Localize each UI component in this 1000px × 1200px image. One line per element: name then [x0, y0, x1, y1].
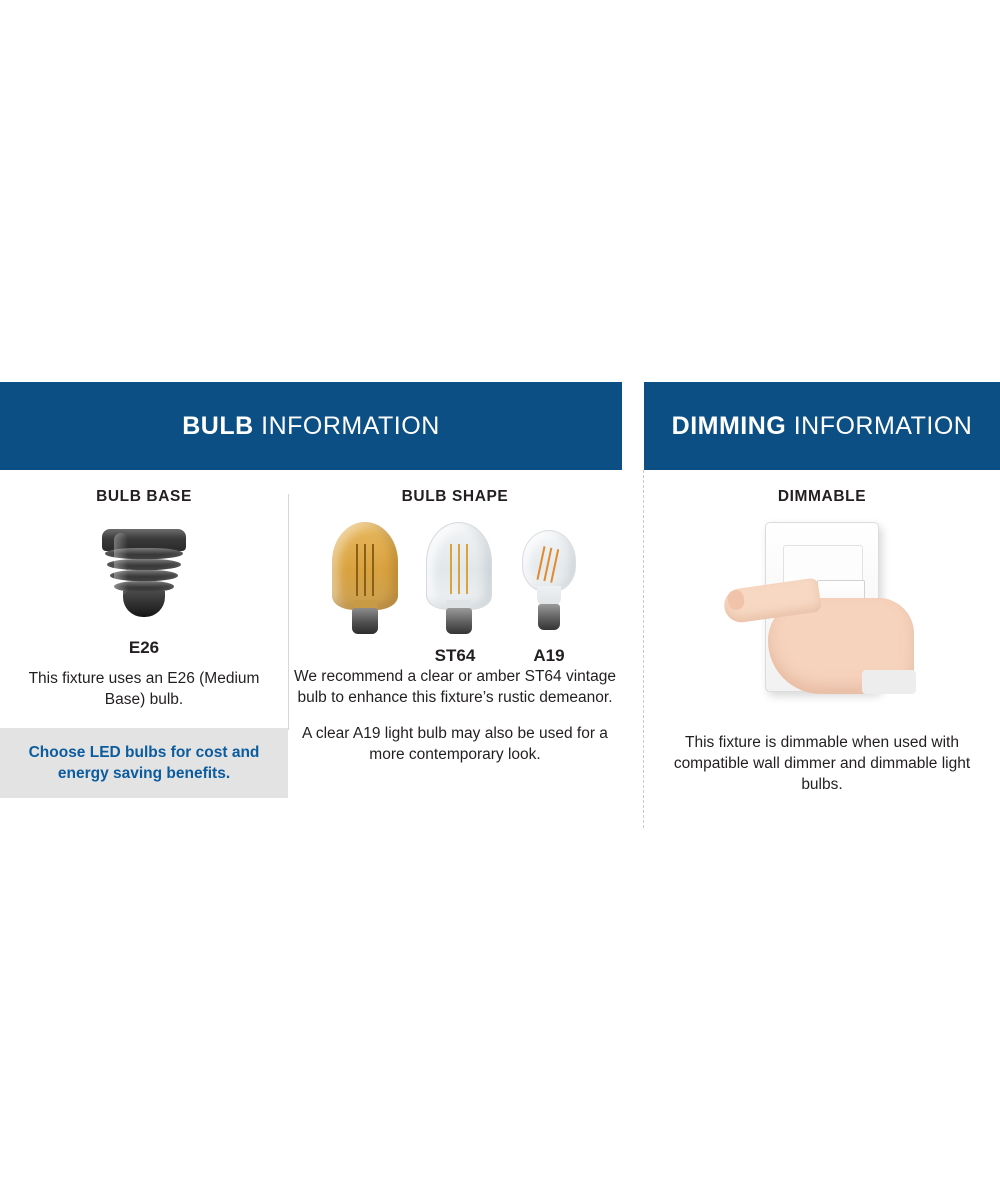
bulb-filament	[356, 544, 358, 596]
bulb-shape-label-st64: ST64	[434, 646, 476, 665]
st64-amber-bulb-icon	[332, 522, 398, 634]
e26-socket-image	[0, 522, 288, 628]
bulb-information-banner	[0, 382, 622, 470]
bulb-base-metal	[352, 608, 378, 634]
bulb-information-body	[0, 470, 622, 798]
bulb-shape-labels	[289, 634, 621, 666]
bulb-base-metal	[538, 604, 560, 630]
socket-tip	[123, 591, 165, 617]
panels-row	[0, 382, 1000, 828]
e26-socket-icon	[96, 529, 192, 621]
bulb-shape-paragraph-1: We recommend a clear or amber ST64 vintage bulb to enhance this fixture’s rustic demeanor.	[294, 668, 616, 706]
bulb-shape-images	[289, 522, 621, 634]
bulb-shape-label-0	[328, 646, 394, 666]
bulb-shape-paragraph-2: A clear A19 light bulb may also be used for a more contemporary look.	[302, 725, 608, 763]
dimming-information-body	[643, 470, 1000, 828]
dimming-information-panel	[644, 382, 1000, 828]
bulb-base-heading: BULB BASE	[96, 488, 192, 505]
bulb-information-panel	[0, 382, 622, 798]
bulb-base-section	[0, 488, 288, 798]
bulb-information-title-rest: INFORMATION	[253, 411, 440, 440]
bulb-base-description: This fixture uses an E26 (Medium Base) bulb.	[28, 670, 260, 708]
bulb-base-label: E26	[128, 638, 160, 657]
dimmable-description: This fixture is dimmable when used with compatible wall dimmer and dimmable light bulbs.	[673, 734, 971, 793]
bulb-information-title	[182, 412, 440, 441]
st64-clear-bulb-icon	[426, 522, 492, 634]
dimming-information-title-strong: DIMMING	[671, 411, 787, 440]
bulb-base-metal	[446, 608, 472, 634]
bulb-glass	[522, 530, 576, 592]
led-tip-box: Choose LED bulbs for cost and energy saving benefits.	[0, 728, 288, 798]
hand-sleeve-cuff	[862, 670, 916, 694]
hand-icon	[740, 562, 910, 712]
bulb-glass	[426, 522, 492, 610]
bulb-glass	[332, 522, 398, 610]
bulb-shape-heading: BULB SHAPE	[401, 488, 509, 505]
bulb-shape-label-a19: A19	[533, 646, 565, 665]
bulb-information-title-strong: BULB	[182, 411, 254, 440]
bulb-neck	[537, 586, 561, 606]
bulb-filament	[450, 544, 452, 594]
wall-dimmer-switch-with-hand-icon	[644, 522, 1000, 732]
dimming-information-title-rest: INFORMATION	[786, 411, 973, 440]
dimming-information-title	[672, 412, 973, 441]
dimming-information-banner	[644, 382, 1000, 470]
spec-sheet	[0, 382, 1000, 828]
a19-clear-bulb-icon	[520, 530, 578, 634]
bulb-shape-section	[289, 488, 621, 798]
socket-highlight	[114, 533, 128, 595]
dimmable-heading: DIMMABLE	[777, 488, 867, 505]
